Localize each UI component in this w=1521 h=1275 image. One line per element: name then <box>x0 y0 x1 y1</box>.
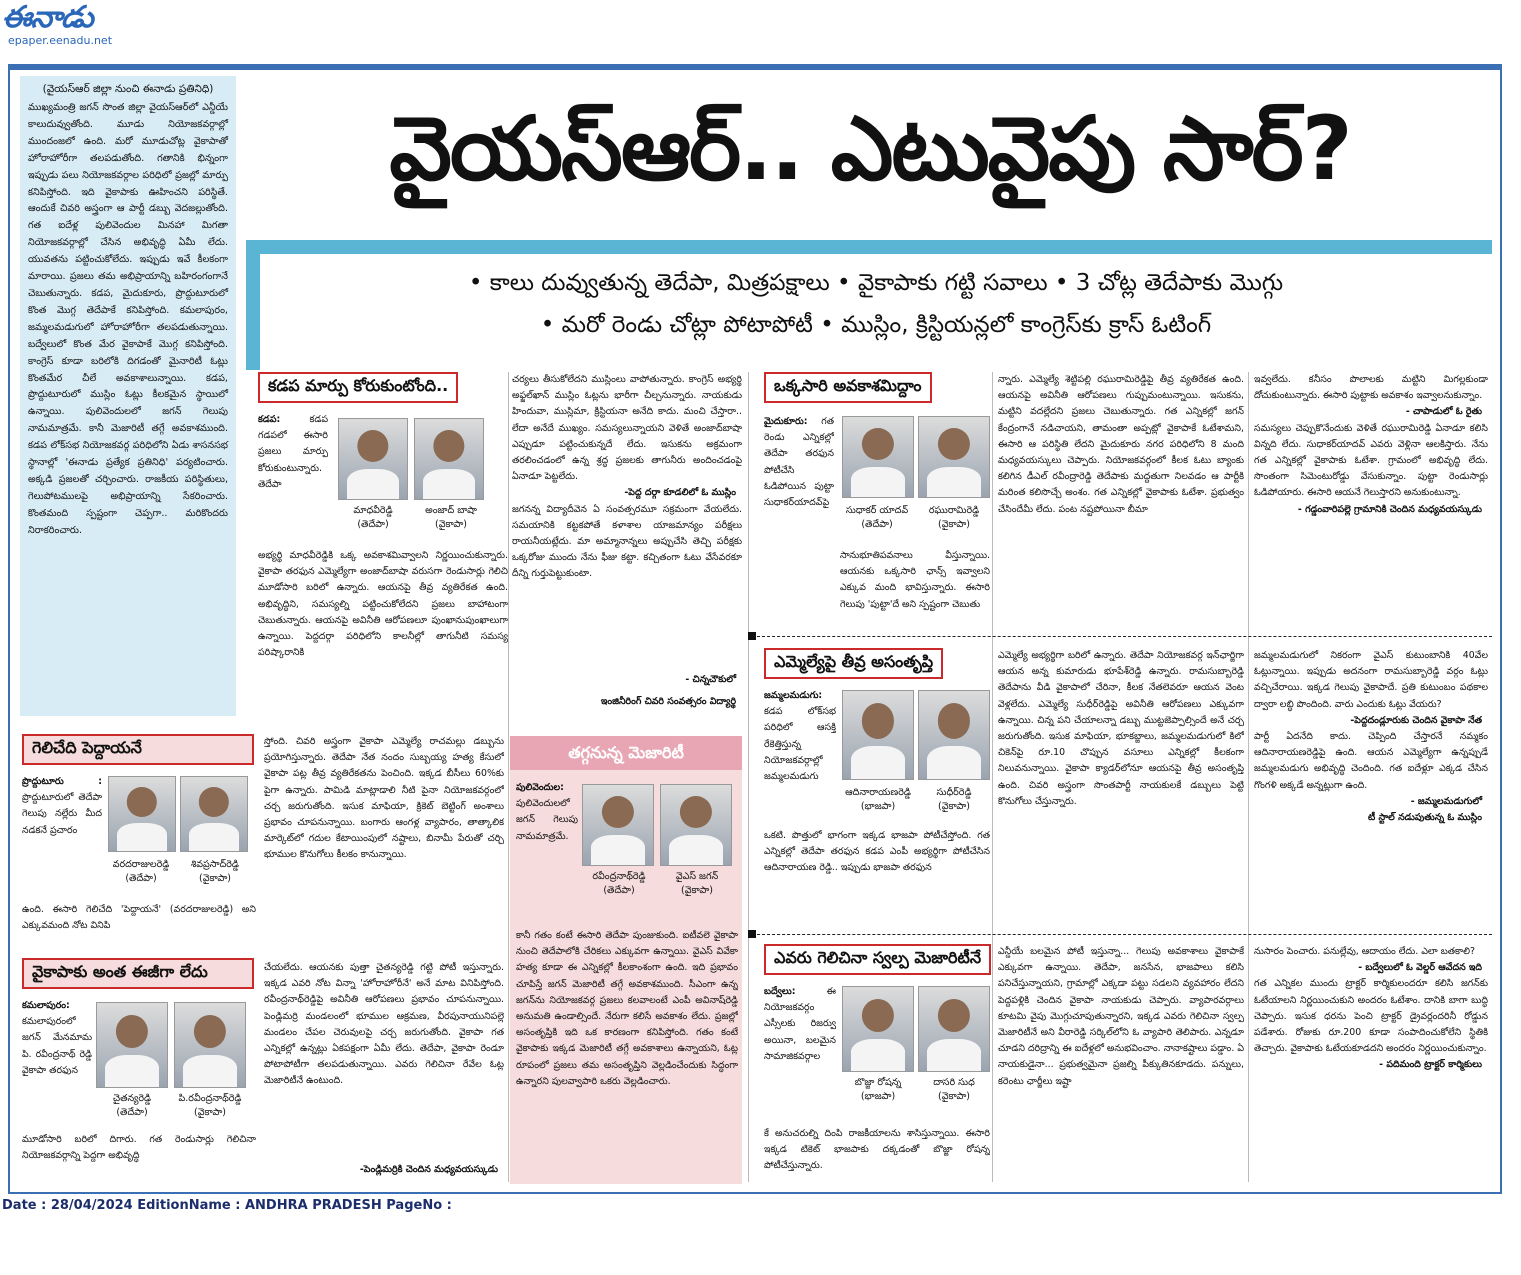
kadapa-col1: అభ్యర్థి మాధవీరెడ్డికి ఒక్క అవకాశమివ్వాలని నిర్ణయించుకున్నారు. వైకాపా తరఫున ఎమ్మెల్యేగా అంజాద్‌బాషా వరుసగా రెండుసార్లు గెలిచి మూడోసారి బరిలో ఉన్నారు. ఆయనపై తీవ్ర వ్యతిరేకత ఉంది. అభివృద్ధిని, సమస్యల్ని పట్టించుకోలేదని ప్రజలు బాహాటంగా చెబుతున్నారు. ఆయనపై అవినీతి ఆరోపణలూ పుంఖానుపుంఖాలుగా ఉన్నాయి. పెద్దదర్గా పరిధిలోని కాలనీల్లో తాగునీటి సమస్య పరిష్కారానికి <box>258 550 508 659</box>
candidate-caption: వైఎస్‌ జగన్‌ (వైకాపా) <box>675 871 719 896</box>
mydukur-sig1: - చాపాడులో ఓ రైతు <box>1405 406 1482 418</box>
badvel-lead-place: బద్వేలు: <box>764 986 796 997</box>
candidate-caption: చైతన్యరెడ్డి (తెదేపా) <box>112 1093 152 1118</box>
section-divider <box>752 636 1492 637</box>
proddatur-col1: ఉంది. ఈసారి గెలిచేది 'పెద్దాయనే' (వరదరాజులరెడ్డి) అని ఎక్కువమంది నోట వినిపి <box>22 904 256 932</box>
mydukur-title: ఒక్కసారి అవకాశమిద్దాం <box>764 372 932 403</box>
badvel-col1: కే అనుచరుల్ని దింపి రాజకీయాలను శాసిస్తున్నాయి. ఈసారి ఇక్కడ టికెట్‌ భాజపాకు దక్కడంతో బొజ్జా రోషన్న పోటీచేస్తున్నారు. <box>764 1128 990 1172</box>
highlight-bullets <box>246 240 1492 370</box>
jammalamadugu-para2: పార్టీ ఏదనేది కాదు. చెప్పింది చేస్తారనే నమ్మకం ఆదినారాయణరెడ్డిపై ఉంది. ఆయన ఎమ్మెల్యేగా ఉన్నప్పుడే జమ్మలమడుగు అభివృద్ధి చెందింది. గత ఐదేళ్లూ ఎక్కడ చేసిన గొంగళి అక్కడే అన్నట్లుగా ఉంది. <box>1254 731 1488 791</box>
page-footer: Date : 28/04/2024 EditionName : ANDHRA PRADESH PageNo : <box>2 1198 452 1213</box>
proddatur-lead-text: ప్రొద్దుటూరులో తెదేపా గెలుపు నల్లేరు మీద నడకనే ప్రచారం <box>22 792 102 836</box>
main-headline: వైయస్‌ఆర్‌.. ఎటువైపు సార్‌? <box>389 97 1351 200</box>
kadapa-title: కడప మార్పు కోరుకుంటోంది.. <box>258 372 458 403</box>
candidate-caption: ఆదినారాయణరెడ్డి (భాజపా) <box>845 787 911 812</box>
kadapa-sig1: -పెద్ద దర్గా కూడలిలో ఓ ముస్లిం <box>624 487 736 499</box>
jammalamadugu-col3 <box>1254 648 1488 928</box>
candidate-caption: దాసరి సుధ (వైకాపా) <box>933 1077 975 1102</box>
bullet-line-2: • మరో రెండు చోట్లా పోటాపోటీ • ముస్లిం, క్రిస్టియన్లలో కాంగ్రెస్‌కు క్రాస్‌ ఓటింగ్‌ <box>540 312 1212 338</box>
candidate-caption: సుధాకర్‌ యాదవ్‌ (తెదేపా) <box>845 505 909 530</box>
mydukur-para: ఇవ్వలేదు. కనీసం పొలాలకు మట్టిని మిగల్లకుండా దోచుకుంటున్నారు. ఈసారి పుట్టాకు అవకాశం ఇవ్వాలనుకున్నాం. <box>1254 374 1488 402</box>
candidate-photo <box>338 418 408 500</box>
candidate-photo <box>96 1002 168 1088</box>
candidate-caption: పి.రవీంద్రనాథ్‌రెడ్డి (వైకాపా) <box>178 1093 242 1118</box>
candidate-photo <box>842 416 914 498</box>
kamalapuram-lead-text: కమలాపురంలో జగన్‌ మేనమామ పి. రవీంద్రనాథ్‌ రెడ్డి వైకాపా తరఫున <box>22 1016 92 1076</box>
mydukur-para2: సమస్యలు చెప్పుకొనేందుకు వెళితే రఘురామిరెడ్డి ఏనాడూ కలిసి విన్నది లేదు. సుధాకర్‌యాదవ్‌ ఎవరు వెళ్లినా ఆలకిస్తారు. నేను గత ఎన్నికల్లో వైకాపాకు ఓటేశా. గ్రామంలో అభివృద్ధి లేదు. సొంతంగా సిమెంటురోడ్డు వేసుకున్నాం. పుట్టా రెండుసార్లు ఓడిపోయారు. ఈసారి ఆయనే గెలుస్తారని అనుకుంటున్నా. <box>1254 422 1488 499</box>
jammalamadugu-lead-place: జమ్మలమడుగు: <box>764 690 823 701</box>
bullet-line-1: • కాలు దువ్వుతున్న తెదేపా, మిత్రపక్షాలు • వైకాపాకు గట్టి సవాలు • 3 చోట్ల తెదేపాకు మొగ్గు <box>468 270 1284 296</box>
pulivendula-body: కానీ గతం కంటే ఈసారి తెదేపా పుంజుకుంది. ఐటీవలె వైకాపా నుంచి తెదేపాలోకి చేరికలు ఎక్కువగా ఉన్నాయి. వైఎస్‌ వివేకా హత్య కూడా ఈ ఎన్నికల్లో కీలకాంశంగా ఉంది. ఇది ప్రభావం చూపిస్తే జగన్‌ మెజారిటీ తగ్గే అవకాశముంది. సీఎంగా ఉన్న జగన్‌ను నియోజకవర్గ ప్రజలు కలవాలంటే ఎంపీ అవినాష్‌రెడ్డి అనుమతి ఉండాల్సిందే. నేరుగా కలిసే అవకాశం లేదు. ప్రజల్లో అసంతృప్తికి ఇది ఒక కారణంగా కనిపిస్తోంది. గతం కంటే వైకాపాకు ఇక్కడ మెజారిటీ తగ్గే అవకాశాలు ఉన్నాయని, ఓట్ల రూపంలో ప్రజలు తమ అసంతృప్తిని వెల్లడించేందుకు సిద్ధంగా ఉన్నారని పులవ్వాపారి ఒకరు వెల్లడించారు. <box>516 930 738 1087</box>
intro-column <box>20 76 236 716</box>
column-divider <box>508 372 509 1182</box>
pulivendula-lead <box>516 780 578 930</box>
divider-marker <box>748 632 756 640</box>
candidate-photo <box>918 416 990 498</box>
kamalapuram-lead-place: కమలాపురం: <box>22 1000 70 1011</box>
kamalapuram-lead <box>22 998 92 1130</box>
candidate-caption: రఘురామిరెడ్డి (వైకాపా) <box>928 505 980 530</box>
column-divider <box>1248 372 1249 1182</box>
badvel-sig2: - పదిమంది ట్రాక్టర్‌ కార్మికులు <box>1379 1059 1482 1071</box>
proddatur-lead-place: ప్రొద్దుటూరు : <box>22 776 102 787</box>
badvel-lead-text: ఈ నియోజకవర్గం ఎస్సీలకు రిజర్వు అయినా, బలమైన సామాజికవర్గాల <box>764 986 836 1062</box>
kadapa-lead-place: కడప: <box>258 414 281 425</box>
mydukur-sig2: - గడ్డంవారిపల్లె గ్రామానికి చెందిన మధ్యవయస్కుడు <box>1297 503 1482 515</box>
intro-body: ముఖ్యమంత్రి జగన్‌ సొంత జిల్లా వైయస్‌ఆర్‌లో ఎన్డీయే కాలుదువ్వుతోంది. మూడు నియోజకవర్గాల్లో ముందంజలో ఉంది. మరో మూడుచోట్ల వైకాపాతో హోరాహోరీగా తలపడుతోంది. గతానికి భిన్నంగా ఇప్పుడు పలు నియోజకవర్గాల పరిధిలో ప్రజల్లో మార్పు కనిపిస్తోంది. ఇది వైకాపాకు ఊహించని పరిస్థితే. ఆందుకే చివరి అస్త్రంగా ఆ పార్టీ డబ్బు వెదజల్లుతోంది. గత ఐదేళ్ల పులివెందుల మినహా మిగతా నియోజకవర్గాల్లో చేసిన అభివృద్ధి ఏమీ లేదు. యువతను పట్టించుకోలేదు. ఇప్పుడు ఇవే కీలకంగా మారాయి. ప్రజలు తమ అభిప్రాయాన్ని బహిరంగంగానే చెబుతున్నారు. కడప, మైదుకూరు, ప్రొద్దుటూరులో కొంత మొగ్గ తెదేపాకే కనిపిస్తోంది. కమలాపురం, జమ్మలమడుగులో హోరాహోరీగా తలపడుతున్నాయి. బద్వేలులో కొంత మేర వైకాపాకే మొగ్గ కనిపిస్తోంది. కాంగ్రెస్‌ కూడా బరిలోకి దిగడంతో మైనారిటీ ఓట్లు కొంతమేర చీలే అవకాశాలున్నాయి. కడప, ప్రొద్దుటూరులో ముస్లిం ఓట్లు కీలకమైన స్థాయిలో ఉన్నాయి. పులివెందులలో జగన్‌ గెలుపు నామమాత్రమే. కానీ మెజారిటీ తగ్గే అవకాశముంది. కడప లోక్‌సభ నియోజకవర్గ పరిధిలోని ఏడు శాసనసభ స్థానాల్లో 'ఈనాడు ప్రత్యేక ప్రతినిధి' పర్యటించారు. అక్కడి ప్రజలతో చర్చించారు. రాజకీయ పరిస్థితులు, గెలుపోటములపై అభిప్రాయాన్ని సేకరించారు. కొంతమంది స్పష్టంగా చెప్పగా.. మరికొందరు నిరాకరించారు. <box>28 102 228 536</box>
mydukur-lead-text: గత రెండు ఎన్నికల్లో తెదేపా తరఫున పోటీచేసి ఓడిపోయిన పుట్టా సుధాకర్‌యాదవ్‌పై <box>764 416 834 509</box>
pulivendula-lead-place: పులివెందుల: <box>516 782 564 793</box>
section-divider <box>752 934 1492 935</box>
mydukur-col1: సానుభూతిపవనాలు వీస్తున్నాయి. ఆయనకు ఒక్కసారి ఛాన్స్‌ ఇవ్వాలని ఎక్కువ మంది భావిస్తున్నారు. ఈసారి గెలుపు 'పుట్టా'దే అని స్పష్టంగా చెబుతు <box>840 550 990 610</box>
jammalamadugu-sig3: టీ స్టాల్‌ నడుపుతున్న ఓ ముస్లిం <box>1368 812 1482 824</box>
candidate-photo <box>582 784 654 866</box>
badvel-col3 <box>1254 944 1488 1182</box>
candidate-caption: వరదరాజులరెడ్డి (తెదేపా) <box>112 859 170 884</box>
candidate-photo <box>174 1002 246 1088</box>
jammalamadugu-col1: ఒకటి. పొత్తులో భాగంగా ఇక్కడ భాజపా పోటీచేస్తోంది. గత ఎన్నికల్లో తెదేపా తరఫున కడప ఎంపీ అభ్యర్థిగా పోటీచేసిన ఆదినారాయణ రెడ్డి.. ఇప్పుడు భాజపా తరఫున <box>764 830 990 874</box>
jammalamadugu-sig2: - జమ్మలమడుగులో <box>1410 795 1482 807</box>
jammalamadugu-sig1: -పెద్దదండ్లూరుకు చెందిన వైకాపా నేత <box>1350 714 1482 726</box>
candidate-caption: శివప్రసాద్‌రెడ్డి (వైకాపా) <box>191 859 239 884</box>
badvel-sig1: - బద్వేలులో ఓ వెల్డర్‌ ఆవేదన ఇది <box>1358 962 1482 974</box>
badvel-para2: గత ఎన్నికల ముందు ట్రాక్టర్‌ కార్మికులందరూ కలిసి జగన్‌కు ఓటేయాలని నిర్ణయించుకుని అందరం ఓటేశాం. దానికి బాగా బుద్ధి చెప్పారు. ఇసుక ధరను పెంచి ట్రాక్టర్‌ డ్రైవర్లందరినీ రోడ్డున పడేశారు. రోజుకు రూ.200 కూడా సంపాదించుకోలేని స్థితికి తెచ్చారు. వైకాపాకు ఓటేయకూడదని అందరం నిర్ణయించుకున్నాం. <box>1254 978 1488 1055</box>
candidate-caption: సుధీర్‌రెడ్డి (వైకాపా) <box>936 787 972 812</box>
kamalapuram-col2: చేయలేదు. ఆయనకు పుత్తా చైతన్యరెడ్డి గట్టి పోటీ ఇస్తున్నారు. ఇక్కడ ఎవరి నోట విన్నా 'హోరాహోరీనే' అనే మాట వినిపిస్తోంది. రవీంద్రనాథ్‌రెడ్డిపై అవినీతి ఆరోపణలు ప్రభావం చూపనున్నాయి. పెండ్లిమర్రి మండలంలో భూముల ఆక్రమణ, వీరపునాయునిపల్లె మండలం చేపల చెరువులపై చర్చ జరుగుతోంది. వైకాపా గత ఎన్నికల్లో ఉన్నట్లు ఏకపక్షంగా ఏమీ లేదు. తెదేపా, వైకాపా రెండూ పోటాపోటీగా తలపడుతున్నాయి. ఎవరు గెలిచినా రేవేల ఓట్ల మెజారిటీనే ఉంటుంది. <box>264 962 504 1087</box>
pulivendula-title: తగ్గనున్న మెజారిటీ <box>510 736 742 770</box>
proddatur-lead <box>22 774 102 904</box>
badvel-title: ఎవరు గెలిచినా స్వల్ప మెజారిటీనే <box>764 944 991 975</box>
candidate-caption: రవీంద్రనాథ్‌రెడ్డి (తెదేపా) <box>592 871 646 896</box>
logo-url: epaper.eenadu.net <box>8 34 113 47</box>
candidate-photo <box>918 986 990 1072</box>
jammalamadugu-title: ఎమ్మెల్యేపై తీవ్ర అసంతృప్తి <box>764 648 943 679</box>
badvel-lead <box>764 984 836 1126</box>
candidate-caption: మాధవీరెడ్డి (తెదేపా) <box>353 505 393 530</box>
kamalapuram-col1: మూడోసారి బరిలో దిగారు. గత రెండుసార్లు గెలిచినా నియోజకవర్గాన్ని పెద్దగా అభివృద్ధి <box>22 1134 256 1162</box>
badvel-col2: ఎన్డీయే బలమైన పోటీ ఇస్తున్నా... గెలుపు అవకాశాలు వైకాపాకే ఎక్కువగా ఉన్నాయి. తెదేపా, జనసేన, భాజపాలు కలిసి పనిచేస్తున్నాయని, గ్రామాల్లో ఎక్కడా పట్టు సడలని వ్యవహారం లేదని పెద్దపళ్లికి చెందిన వైకాపా నాయకుడు చెప్పారు. వ్యాపారవర్గాలు కూటమి వైపు మొగ్గుచూపుతున్నారని, ఇక్కడ ఎవరు గెలిచినా స్వల్ప మెజారిటీనే అని వీరారెడ్డి సర్కిల్‌లోని ఓ వ్యాపారి తెలిపారు. ఎన్నడూ చూడని దరిద్రాన్ని ఈ ఐదేళ్లలో అనుభవించాం. నానాకష్టాలు పడ్డాం. ఏ నాయకుడైనా... ప్రభుత్వమైనా ప్రజల్ని పీక్కుతినకూడదు. పన్నులు, కరెంటు ఛార్జీలు ఇష్టా <box>998 946 1244 1087</box>
mydukur-lead <box>764 414 834 626</box>
jammalamadugu-lead <box>764 688 836 828</box>
logo-text: ఈనాడు <box>2 0 93 35</box>
candidate-photo <box>108 776 176 852</box>
kadapa-para2: జగనన్న విద్యాదీవెన ఏ సంవత్సరమూ సక్రమంగా వేయలేదు. సమయానికి కట్టకపోతే కళాశాల యాజమాన్యం పరీక్షలు రాయనీయట్లేదు. మా అమ్మానాన్నలు అప్పుచేసి తెచ్చి పరీక్షకు ఒక్కరోజు ముందు నేను ఫీజు కట్టా. కచ్చితంగా ఓటు వేసేవరకూ దీన్ని గుర్తుపెట్టుకుంటా. <box>512 503 742 580</box>
kadapa-lead-text: కడప గడపలో ఈసారి ప్రజలు మార్పు కోరుకుంటున్నారు. తెదేపా <box>258 414 328 490</box>
badvel-para: నుసారం పెంచారు. పనుల్లేవు, ఆదాయం లేదు. ఎలా బతకాలి? <box>1254 946 1476 957</box>
kadapa-sig2: - చిన్నచౌకులో <box>685 674 736 685</box>
eenadu-logo[interactable] <box>2 2 142 54</box>
mydukur-col3 <box>1254 372 1488 632</box>
jammalamadugu-col2: ఎమ్మెల్యే అభ్యర్థిగా బరిలో ఉన్నారు. తెదేపా నియోజకవర్గ ఇన్‌ఛార్జిగా ఆయన అన్న కుమారుడు భూపేశ్‌రెడ్డి ఉన్నారు. రామసుబ్బారెడ్డి తెదేపాను వీడి వైకాపాలో చేరినా, కీలక నేతలెవరూ ఆయన వెంట వెళ్లలేదు. ఎమ్మెల్యే సుధీర్‌రెడ్డిపై అవినీతి ఆరోపణలు ఎక్కువగా ఉన్నాయి. చిన్న పని చేయాలన్నా డబ్బు ముట్టజెప్పాల్సిందే అనే చర్చ జరుగుతోంది. ఇసుక మాఫియా, భూకబ్జాలు, జమ్మలమడుగులో కిలో చికెన్‌పై రూ.10 చొప్పున వసూలు ఎన్నికల్లో కీలకంగా నిలువనున్నాయి. వైకాపా క్యాడర్‌లోనూ ఆయనపై తీవ్ర అసంతృప్తి ఉంది. చివరి అస్త్రంగా సొంతపార్టీ నాయకులకే డబ్బులు పెట్టి కొనుగోలు చేస్తున్నారు. <box>998 650 1244 807</box>
candidate-photo <box>918 690 990 780</box>
jammalamadugu-lead-text: కడప లోక్‌సభ పరిధిలో ఆసక్తి రేకెత్తిస్తున్న నియోజకవర్గాల్లో జమ్మలమడుగు <box>764 706 836 783</box>
kamalapuram-title: వైకాపాకు అంత ఈజీగా లేదు <box>22 958 254 989</box>
candidate-photo <box>842 690 914 780</box>
candidate-photo <box>842 986 914 1072</box>
jammalamadugu-para: జమ్మలమడుగులో నికరంగా వైఎస్‌ కుటుంబానికి 40వేల ఓట్లున్నాయి. ఇప్పుడు అదనంగా రామసుబ్బారెడ్డి వర్గం ఓట్లు వచ్చిచేరాయి. ఇక్కడ గెలుపు వైకాపాదే. ప్రతి కుటుంబం పథకాల ద్వారా లబ్ధి పొందింది. వారు ఎందుకు ఓట్లు వేయరు? <box>1254 650 1488 710</box>
proddatur-title: గెలిచేది పెద్దాయనే <box>22 734 254 765</box>
column-divider <box>992 372 993 1182</box>
candidate-caption: అంజాద్‌ బాషా (వైకాపా) <box>425 505 477 530</box>
pulivendula-lead-text: పులివెందులలో జగన్‌ గెలుపు నామమాత్రమే. <box>516 798 578 842</box>
proddatur-col2: స్తోంది. చివరి అస్త్రంగా వైకాపా ఎమ్మెల్యే రాచమల్లు డబ్బును ప్రయోగిస్తున్నారు. తెదేపా నేత నందం సుబ్బయ్య హత్య కేసులో వైకాపా పట్ల తీవ్ర వ్యతిరేకతను పెంచింది. ఇక్కడ బీసీలు 60%కు పైగా ఉన్నారు. పామిడి మాట్లాడాలి నీటి పైనా నియోజకవర్గంలో చర్చ జరుగుతోంది. ఇసుక మాఫియా, క్రికెట్‌ బెట్టింగ్‌ అంశాలు ప్రభావం చూపనున్నాయి. బంగారు ఆంగళ్ల వ్యాపారం, తాత్కాలిక మార్కెట్‌లో గదుల కేటాయింపులో నష్టాలు, బినామీ పేరుతో చర్చి భూముల కొనుగోలు కీలకం కానున్నాయి. <box>264 736 504 861</box>
candidate-caption: బొజ్జా రోషన్న (భాజపా) <box>854 1077 902 1102</box>
candidate-photo <box>660 784 732 866</box>
column-divider <box>748 372 749 1182</box>
kadapa-col2 <box>512 372 742 672</box>
candidate-photo <box>414 418 484 500</box>
dateline: (వైయస్‌ఆర్‌ జిల్లా నుంచి ఈనాడు ప్రతినిధి) <box>42 83 214 95</box>
kadapa-sig3: ఇంజినీరింగ్‌ చివరి సంవత్సరం విద్యార్థి <box>600 696 736 707</box>
divider-marker <box>748 930 756 938</box>
mydukur-col2: న్నారు. ఎమ్మెల్యే శెట్టిపల్లి రఘురామిరెడ్డిపై తీవ్ర వ్యతిరేకత ఉంది. ఆయనపై అవినీతి ఆరోపణలు గుప్పుమంటున్నాయి. ఇసుకను, మట్టిని వదల్లేదని ప్రజలు చెబుతున్నారు. గత ఎన్నికల్లో జగన్‌ కేంద్రంగానే నడిచాయని, తామంతా అప్పట్లో వైకాపాకే ఓటేశామని, ఈసారి ఆ పరిస్థితి లేదని మైదుకూరు నగర పరిధిలోని 8 మంది మధ్యవయస్కులు చెప్పారు. నియోజకవర్గంలో కీలక ఓటు బ్యాంకు కలిగిన డీఎల్‌ రవీంద్రారెడ్డి తెదేపాకు మద్దతుగా నిలవడం ఆ పార్టీకి మరింత కలిసొచ్చే అంశం. గత ఎన్నికల్లో వైకాపాకు ఓటేశా. ప్రభుత్వం చేసిందేమీ లేదు. పంట నష్టపోయినా బీమా <box>998 374 1244 515</box>
kamalapuram-sig: -పెండ్లిమర్రికి చెందిన మధ్యవయస్కుడు <box>359 1164 498 1175</box>
candidate-photo <box>180 776 248 852</box>
kadapa-para: చర్యలు తీసుకోలేదని ముస్లింలు వాపోతున్నారు. కాంగ్రెస్‌ అభ్యర్థి అఫ్జల్‌ఖాన్‌ ముస్లిం ఓట్లను భారీగా చీల్చనున్నారు. నాయకుడు హిందువా, ముస్లిమా, క్రిస్టియనా అనేది కాదు. మంచి చేస్తారా.. లేదా అనేదే ముఖ్యం. సమస్యలున్నాయని వెళితే అంజాద్‌బాషా ఎప్పుడూ పట్టించుకున్నదే లేదు. ఇసుకను అక్రమంగా తరలించడంలో ఉన్న శ్రద్ధ ప్రజలకు తాగునీరు అందించడంపై ఏనాడూ పెట్టలేదు. <box>512 374 742 483</box>
mydukur-lead-place: మైదుకూరు: <box>764 416 808 427</box>
